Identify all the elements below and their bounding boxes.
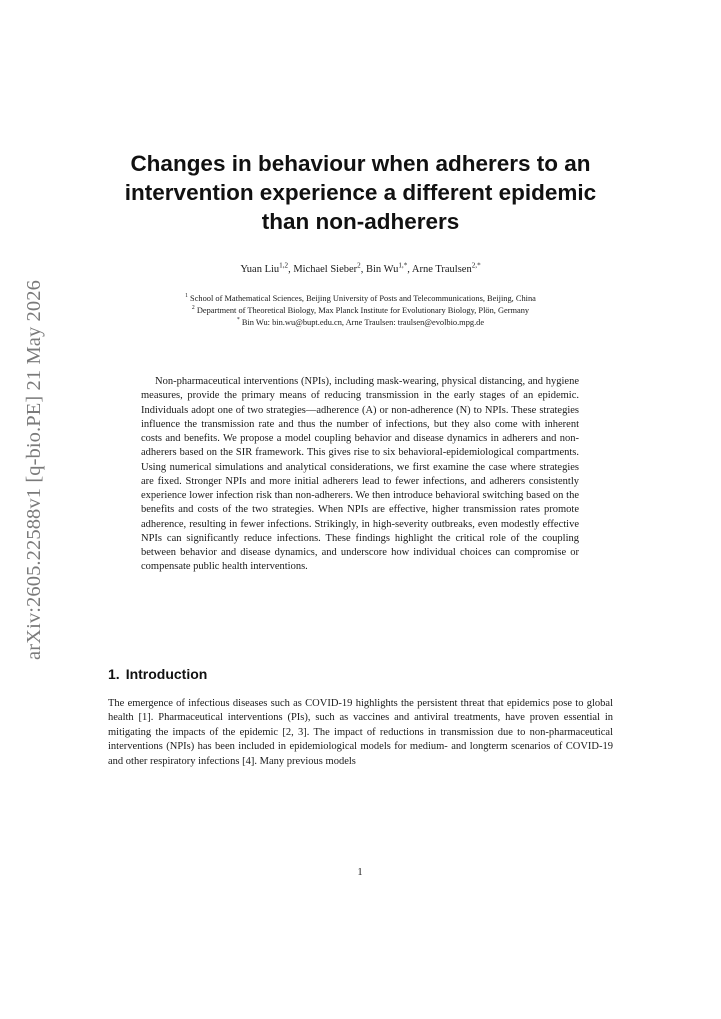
corresponding-mark: * <box>236 316 240 323</box>
title-line-2: intervention experience a different epidemic <box>124 180 597 205</box>
title-line-1: Changes in behaviour when adherers to an <box>130 151 591 176</box>
abstract: Non-pharmaceutical interventions (NPIs), including mask-wearing, physical distancing, and hygiene measures, provide the primary means of reducing transmission in the early stages of an epidemic. Individuals adopt one of two strategies—adherence (A) or non-adherence (N) to NPIs. These strategies influence the transmission rate and thus the number of infections, but they also come with inherent costs and benefits. We propose a model coupling behavior and disease dynamics in adherers and non-adherers based on the SIR framework. This gives rise to six behavioral-epidemiological compartments. Using numerical simulations and analytical considerations, we first examine the case where strategies are fixed. Stronger NPIs and more initial adherers lead to fewer infections, and adherers consistently experience lower infection risk than non-adherers. We then introduce behavioral switching based on the benefits and costs of the two strategies. When NPIs are effective, higher transmission rates promote adherence, resulting in fewer infections. Strikingly, in high-severity outbreaks, even modestly effective NPIs can significantly reduce infections. These findings highlight the critical role of the coupling between behavior and disease dynamics, and underscore how individual choices can compromise or compensate public health interventions. <box>141 376 579 573</box>
affiliation-text: Department of Theoretical Biology, Max Planck Institute for Evolutionary Biology, Plön, Germany <box>196 305 530 315</box>
affiliation-line <box>90 293 631 305</box>
author-affiliation-mark: 1,* <box>398 261 408 270</box>
section-title: Introduction <box>125 666 208 682</box>
affiliation-mark: 1 <box>185 293 188 300</box>
author-name: Michael Sieber <box>293 264 358 275</box>
arxiv-identifier-stamp[interactable]: arXiv:2605.22588v1 [q-bio.PE] 21 May 2026 <box>23 280 45 660</box>
author-affiliation-mark: 1,2 <box>279 261 289 270</box>
author-list: Yuan Liu$^{1,2}$, Michael Sieber$^2$, Bin $Wu^{1,*}$, Arne Traulsen$^{2,*}$ <box>240 261 481 275</box>
section-number: 1. <box>108 666 120 682</box>
corresponding-emails: Bin Wu: bin.wu@bupt.edu.cn, Arne Traulsen: traulsen@evolbio.mpg.de <box>241 317 485 327</box>
affiliation-line <box>90 305 631 317</box>
author-name: Bin Wu <box>365 264 399 275</box>
corresponding-authors-line <box>90 317 631 329</box>
introduction-paragraph: The emergence of infectious diseases such as COVID-19 highlights the persistent threat that epidemics pose to global health [1]. Pharmaceutical interventions (PIs), such as vaccines and antiviral treatments, have proven essential in mitigating the impacts of the epidemic [2, 3]. The impact of reductions in transmission due to non-pharmaceutical interventions (NPIs) has been included in epidemiological models for medium- and longterm scenarios of COVID-19 and other respiratory infections [4]. Many previous models <box>108 698 613 767</box>
affiliation-mark: 2 <box>191 305 195 311</box>
section-heading-introduction <box>108 665 213 683</box>
affiliations <box>90 293 631 328</box>
author-affiliation-mark: 2 <box>357 261 361 270</box>
author-name: Yuan Liu <box>240 264 280 275</box>
title-line-3: than non-adherers <box>261 209 460 234</box>
author-affiliation-mark: 2,* <box>471 261 481 270</box>
affiliation-text: School of Mathematical Sciences, Beijing University of Posts and Telecommunications, Beijing, China <box>190 294 536 303</box>
paper-title <box>100 149 621 236</box>
author-name: Arne Traulsen <box>411 264 472 275</box>
page-number: 1 <box>357 867 363 878</box>
